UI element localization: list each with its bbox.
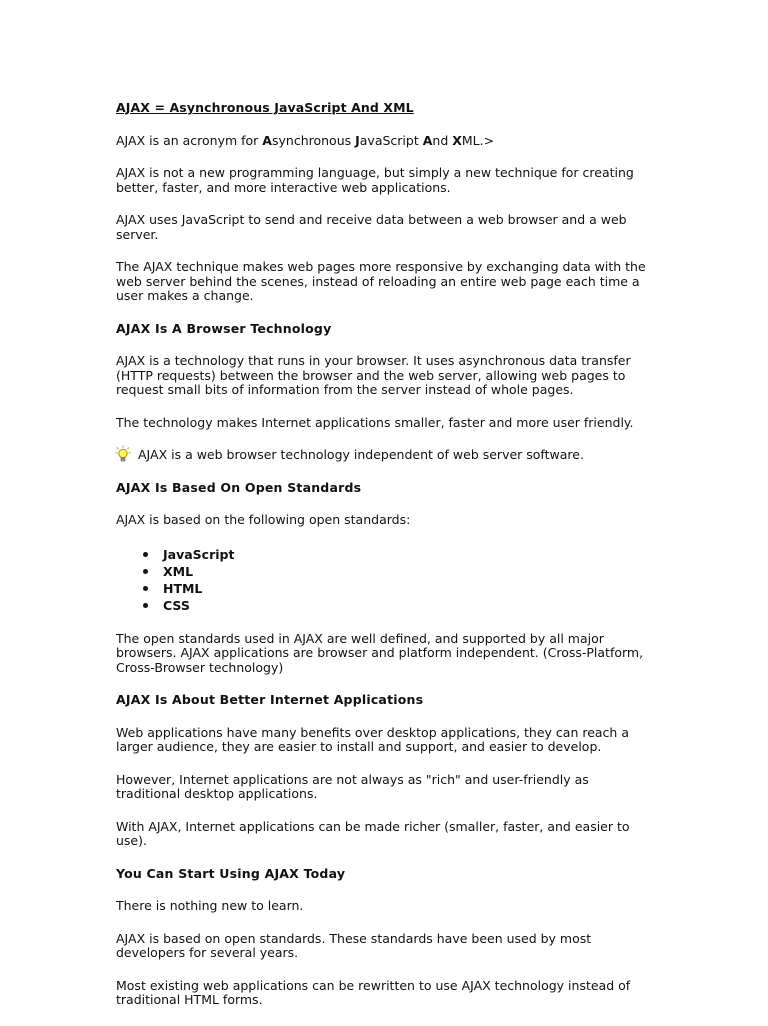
- standards-paragraph-2: The open standards used in AJAX are well defined, and supported by all major browsers. AJAX applications are browser and platform independent. (Cross-Platform, Cross-Browser technology): [116, 630, 644, 675]
- better-paragraph-1: Web applications have many benefits over desktop applications, they can reach a larger audience, they are easier to install and support, and easier to develop.: [116, 724, 629, 754]
- acronym-word-avascript: avaScript: [359, 132, 423, 148]
- acronym-word-synchronous: synchronous: [271, 132, 356, 148]
- intro-paragraph-3: AJAX uses JavaScript to send and receive data between a web browser and a web server.: [116, 212, 627, 242]
- today-paragraph-2: AJAX is based on open standards. These standards have been used by most developers for several years.: [116, 930, 592, 960]
- section-heading-better: AJAX Is About Better Internet Applications: [116, 692, 424, 707]
- acronym-letter-j: J: [355, 132, 360, 148]
- list-item-label: XML: [163, 563, 194, 579]
- list-item: [116, 597, 656, 614]
- section-heading-standards: AJAX Is Based On Open Standards: [116, 479, 362, 495]
- acronym-prefix: AJAX is an acronym for: [116, 132, 263, 148]
- intro-paragraph-2: AJAX is not a new programming language, but simply a new technique for creating better, faster, and more interactive web applications.: [116, 165, 634, 195]
- today-paragraph-3: Most existing web applications can be rewritten to use AJAX technology instead of traditional HTML forms.: [116, 977, 631, 1007]
- acronym-word-nd: nd: [432, 132, 453, 148]
- list-item-label: HTML: [163, 580, 203, 596]
- list-item-label: CSS: [163, 597, 190, 613]
- document-content: [116, 101, 656, 1026]
- today-paragraph-1: There is nothing new to learn.: [116, 898, 304, 913]
- acronym-letter-a2: A: [422, 132, 433, 148]
- section-heading-today: You Can Start Using AJAX Today: [116, 865, 346, 881]
- browser-paragraph-1: AJAX is a technology that runs in your browser. It uses asynchronous data transfer (HTTP requests) between the browser and the web server, allowing web pages to request small bits of information from the server instead of whole pages.: [116, 353, 631, 397]
- better-paragraph-3: With AJAX, Internet applications can be made richer (smaller, faster, and easier to use).: [116, 818, 630, 848]
- list-item-label: JavaScript: [163, 546, 235, 562]
- bullet-icon: [143, 603, 148, 608]
- acronym-letter-a: A: [262, 132, 272, 148]
- bullet-icon: [143, 586, 148, 591]
- acronym-letter-x: X: [452, 132, 462, 148]
- tip-note: [116, 448, 656, 463]
- tip-text: AJAX is a web browser technology independent of web server software.: [138, 447, 584, 462]
- section-heading-browser: AJAX Is A Browser Technology: [116, 320, 332, 336]
- list-item: [116, 546, 656, 563]
- bullet-icon: [143, 569, 148, 574]
- acronym-word-ml: ML.>: [461, 132, 495, 148]
- intro-paragraph-4: The AJAX technique makes web pages more responsive by exchanging data with the web server behind the scenes, instead of reloading an entire web page each time a user makes a change.: [116, 259, 646, 303]
- intro-acronym-paragraph: [116, 134, 656, 149]
- browser-paragraph-2: The technology makes Internet applications smaller, faster and more user friendly.: [116, 414, 634, 430]
- lightbulb-icon: [115, 445, 131, 463]
- list-item: [116, 563, 656, 580]
- standards-list: [116, 546, 656, 614]
- page-title: AJAX = Asynchronous JavaScript And XML: [116, 100, 414, 115]
- better-paragraph-2: However, Internet applications are not always as "rich" and user-friendly as traditional desktop applications.: [116, 771, 589, 801]
- list-item: [116, 580, 656, 597]
- standards-paragraph-1: AJAX is based on the following open standards:: [116, 512, 411, 527]
- bullet-icon: [143, 552, 148, 557]
